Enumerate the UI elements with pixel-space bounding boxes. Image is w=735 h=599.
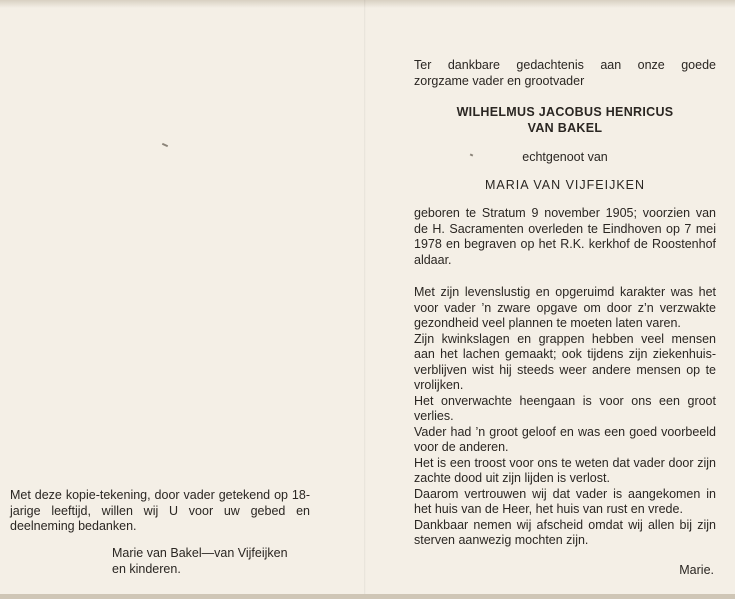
top-edge <box>0 0 735 8</box>
signature-line-1: Marie van Bakel—van Vijfeijken <box>112 546 288 560</box>
deceased-name <box>414 105 716 136</box>
memorial-text <box>414 285 716 549</box>
paragraph: Het onverwachte heengaan is voor ons een groot verlies. <box>414 393 716 423</box>
intro-line-1: Ter dankbare gedachtenis aan onze goede <box>414 58 716 72</box>
paragraph: Vader had ’n groot geloof en was een goed voorbeeld voor de anderen. <box>414 424 716 454</box>
bottom-edge <box>0 594 735 599</box>
paragraph: Zijn kwinkslagen en grappen hebben veel mensen aan het lachen gemaakt; ook tijdens zijn ziekenhuis-verblijven wist hij steeds weer andere mensen op te vrolijken. <box>414 331 716 392</box>
right-panel <box>414 58 716 577</box>
paragraph: Daarom vertrouwen wij dat vader is aangekomen in het huis van de Heer, het huis van rust en vrede. <box>414 486 716 516</box>
birth-death-info: geboren te Stratum 9 november 1905; voorzien van de H. Sacramenten overleden te Eindhoven op 7 mei 1978 en begraven op het R.K. kerkhof de Roostenhof aldaar. <box>414 206 716 267</box>
intro <box>414 58 716 89</box>
paper-speck <box>162 143 168 147</box>
paragraph: Met zijn levenslustig en opgeruimd karakter was het voor vader ’n zware opgave om door z’n verzwakte gezondheid veel plannen te moeten laten varen. <box>414 285 716 330</box>
left-panel <box>10 488 310 535</box>
spouse-name: MARIA VAN VIJFEIJKEN <box>484 178 646 192</box>
spouse-label: echtgenoot van <box>522 150 608 164</box>
intro-line-2: zorgzame vader en grootvader <box>414 73 585 88</box>
paragraph: Dankbaar nemen wij afscheid omdat wij allen bij zijn sterven aanwezig mochten zijn. <box>414 517 716 547</box>
deceased-name-line-1: WILHELMUS JACOBUS HENRICUS <box>456 105 674 119</box>
card-fold <box>364 0 366 599</box>
signature-line-2: en kinderen. <box>112 561 181 576</box>
signature <box>112 546 288 577</box>
paragraph: Het is een troost voor ons te weten dat vader door zijn zachte dood uit zijn lijden is verlost. <box>414 455 716 485</box>
closing-signature: Marie. <box>679 562 714 577</box>
thank-you-message: Met deze kopie-tekening, door vader getekend op 18-jarige leeftijd, willen wij U voor uw gebed en deelneming bedanken. <box>10 488 310 533</box>
deceased-name-line-2: VAN BAKEL <box>527 120 603 135</box>
